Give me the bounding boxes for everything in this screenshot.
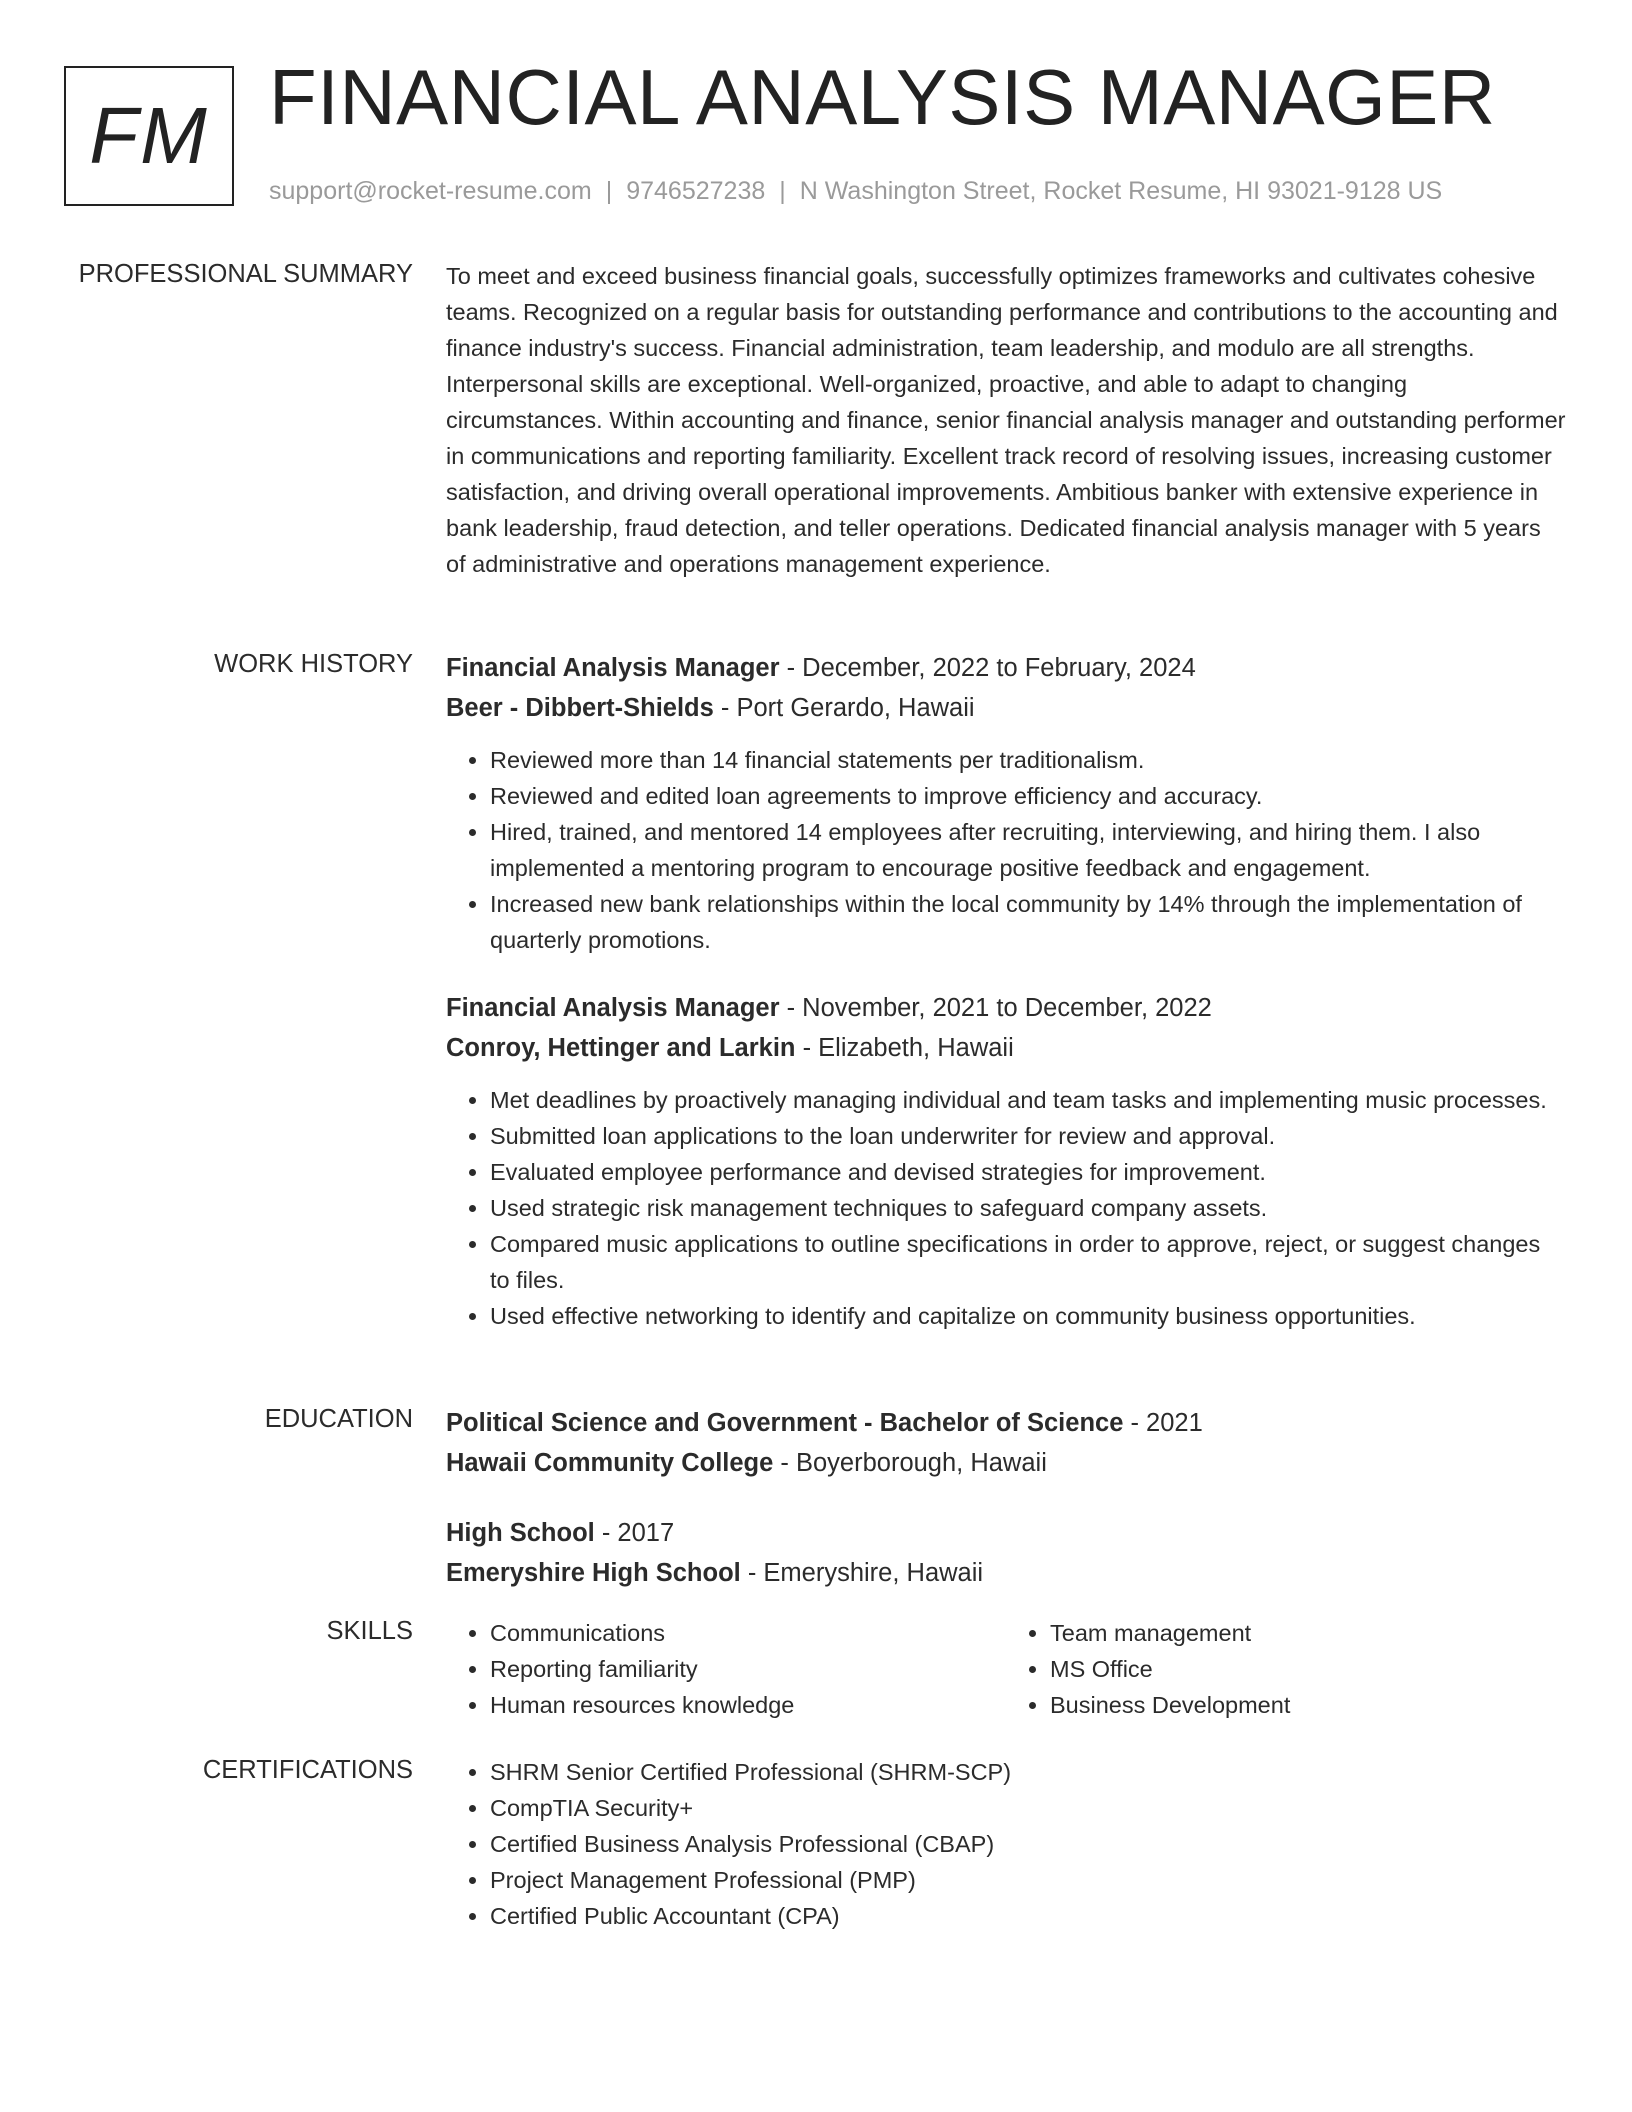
school: Emeryshire High School: [446, 1559, 741, 1587]
list-item: • Business Development: [1050, 1687, 1566, 1723]
degree: High School: [446, 1519, 595, 1547]
list-item: • Used effective networking to identify and capitalize on community business opportunities.: [490, 1298, 1566, 1334]
certifications-list: [446, 1754, 1566, 1934]
job-title-line: [446, 988, 1566, 1028]
list-item: • Human resources knowledge: [490, 1687, 1006, 1723]
list-item: • Reporting familiarity: [490, 1651, 1006, 1687]
list-item: • Certified Public Accountant (CPA): [490, 1898, 1566, 1934]
list-item: • Reviewed more than 14 financial statements per traditionalism.: [490, 742, 1566, 778]
education-label: EDUCATION: [264, 1405, 413, 1433]
list-item: • SHRM Senior Certified Professional (SHRM-SCP): [490, 1754, 1566, 1790]
school-location: - Boyerborough, Hawaii: [773, 1449, 1047, 1477]
monogram-initials: FM: [64, 66, 234, 206]
summary-label: PROFESSIONAL SUMMARY: [78, 260, 413, 288]
job-location: - Port Gerardo, Hawaii: [713, 694, 975, 722]
skills-list-left: [446, 1615, 1006, 1723]
contact-email: support@rocket-resume.com: [269, 177, 592, 205]
work-history-label: WORK HISTORY: [214, 650, 413, 678]
job-dates: - December, 2022 to February, 2024: [779, 654, 1196, 682]
list-item: • Compared music applications to outline specifications in order to approve, reject, or suggest changes to files.: [490, 1226, 1566, 1298]
list-item: • Reviewed and edited loan agreements to improve efficiency and accuracy.: [490, 778, 1566, 814]
list-item: • MS Office: [1050, 1651, 1566, 1687]
list-item: • Increased new bank relationships within the local community by 14% through the implementation of quarterly promotions.: [490, 886, 1566, 958]
page-title: FINANCIAL ANALYSIS MANAGER: [269, 53, 1496, 141]
contact-phone: 9746527238: [626, 177, 766, 205]
job-entry: [446, 988, 1566, 1334]
list-item: • Project Management Professional (PMP): [490, 1862, 1566, 1898]
job-dates: - November, 2021 to December, 2022: [779, 994, 1212, 1022]
list-item: • Submitted loan applications to the loan underwriter for review and approval.: [490, 1118, 1566, 1154]
list-item: • Evaluated employee performance and devised strategies for improvement.: [490, 1154, 1566, 1190]
education-entry: [446, 1403, 1566, 1483]
degree-year: - 2017: [594, 1519, 675, 1547]
degree-line: [446, 1403, 1566, 1443]
list-item: • Team management: [1050, 1615, 1566, 1651]
skills-grid: [446, 1615, 1566, 1723]
job-title: Financial Analysis Manager: [446, 994, 780, 1022]
degree-line: [446, 1513, 1566, 1553]
contact-separator: |: [605, 177, 613, 205]
list-item: • CompTIA Security+: [490, 1790, 1566, 1826]
job-title-line: [446, 648, 1566, 688]
list-item: • Hired, trained, and mentored 14 employees after recruiting, interviewing, and hiring them. I also implemented a mentoring program to encourage positive feedback and engagement.: [490, 814, 1566, 886]
certifications-label: CERTIFICATIONS: [202, 1756, 413, 1784]
summary-text: To meet and exceed business financial goals, successfully optimizes frameworks and cultivates cohesive teams. Recognized on a regular basis for outstanding performance and contributions to the accounting and finance industry's success. Financial administration, team leadership, and modulo are all strengths. Interpersonal skills are exceptional. Well-organized, proactive, and able to adapt to changing circumstances. Within accounting and finance, senior financial analysis manager and outstanding performer in communications and reporting familiarity. Excellent track record of resolving issues, increasing customer satisfaction, and driving overall operational improvements. Ambitious banker with extensive experience in bank leadership, fraud detection, and teller operations. Dedicated financial analysis manager with 5 years of administrative and operations management experience.: [446, 263, 1566, 577]
job-company-line: [446, 1028, 1566, 1068]
job-company: Beer - Dibbert-Shields: [446, 694, 714, 722]
school-line: [446, 1553, 1566, 1593]
list-item: • Certified Business Analysis Professional (CBAP): [490, 1826, 1566, 1862]
school-location: - Emeryshire, Hawaii: [740, 1559, 984, 1587]
list-item: • Communications: [490, 1615, 1006, 1651]
degree: Political Science and Government - Bachelor of Science: [446, 1409, 1124, 1437]
degree-year: - 2021: [1123, 1409, 1203, 1437]
school: Hawaii Community College: [446, 1449, 774, 1477]
job-bullets: [446, 742, 1566, 958]
list-item: • Met deadlines by proactively managing individual and team tasks and implementing music processes.: [490, 1082, 1566, 1118]
job-title: Financial Analysis Manager: [446, 654, 780, 682]
contact-separator: |: [779, 177, 786, 205]
contact-line: [269, 176, 1442, 206]
job-company: Conroy, Hettinger and Larkin: [446, 1034, 796, 1062]
list-item: • Used strategic risk management techniques to safeguard company assets.: [490, 1190, 1566, 1226]
school-line: [446, 1443, 1566, 1483]
skills-label: SKILLS: [326, 1617, 413, 1645]
job-company-line: [446, 688, 1566, 728]
job-location: - Elizabeth, Hawaii: [795, 1034, 1014, 1062]
job-entry: [446, 648, 1566, 958]
education-entry: [446, 1513, 1566, 1593]
job-bullets: [446, 1082, 1566, 1334]
skills-list-right: [1006, 1615, 1566, 1723]
contact-address: N Washington Street, Rocket Resume, HI 93021-9128 US: [799, 177, 1443, 205]
